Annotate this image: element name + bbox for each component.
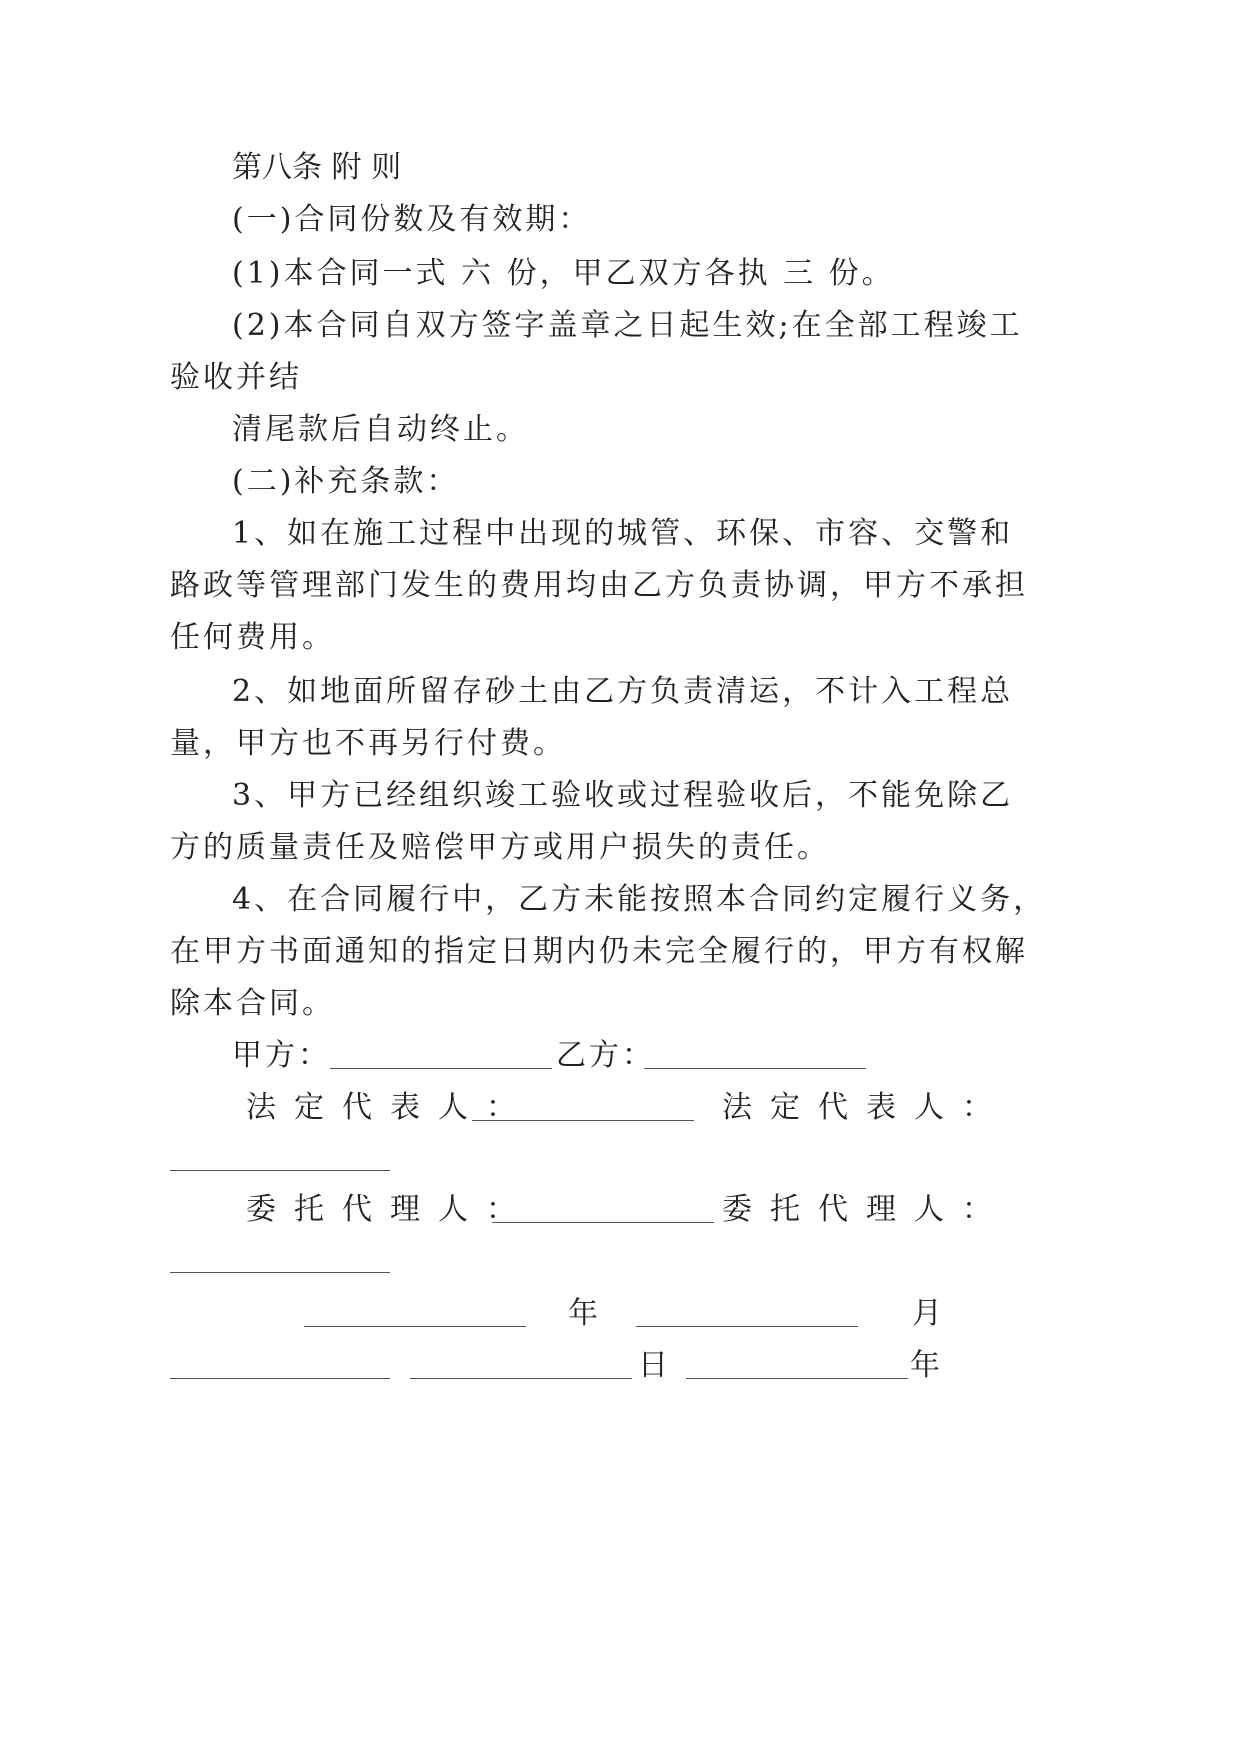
legal-rep-b-blank [170, 1170, 390, 1171]
item-1-line-2: 路政等管理部门发生的费用均由乙方负责协调，甲方不承担 [170, 568, 1028, 603]
date-2-year-label: 年 [910, 1348, 940, 1383]
item-1-line-1: 1、如在施工过程中出现的城管、环保、市容、交警和 [232, 516, 1014, 551]
date-1-year-label: 年 [568, 1296, 598, 1331]
party-a-blank [330, 1068, 552, 1069]
date-1-month-label: 月 [912, 1296, 942, 1331]
legal-rep-b-label: 法定代表人： [722, 1090, 1010, 1125]
clause-1-2-line-2: 验收并结 [170, 360, 302, 395]
section-2-heading: (二)补充条款： [232, 464, 460, 499]
date-1-day-label: 日 [638, 1348, 668, 1383]
section-1-heading: (一)合同份数及有效期： [232, 202, 592, 237]
item-4-line-2: 在甲方书面通知的指定日期内仍未完全履行的，甲方有权解 [170, 934, 1028, 969]
date-1-day-blank-b [410, 1378, 632, 1379]
item-3-line-2: 方的质量责任及赔偿甲方或用户损失的责任。 [170, 830, 830, 865]
clause-1-1: (1)本合同一式 六 份，甲乙双方各执 三 份。 [232, 256, 895, 291]
party-b-blank [644, 1068, 866, 1069]
article-heading: 第八条 附 则 [232, 150, 402, 185]
item-4-line-1: 4、在合同履行中，乙方未能按照本合同约定履行义务， [232, 882, 1047, 917]
agent-b-blank [170, 1272, 390, 1273]
item-3-line-1: 3、甲方已经组织竣工验收或过程验收后，不能免除乙 [232, 778, 1014, 813]
date-1-day-blank-a [170, 1378, 390, 1379]
item-2-line-1: 2、如地面所留存砂土由乙方负责清运，不计入工程总 [232, 674, 1014, 709]
agent-b-label: 委托代理人： [722, 1192, 1010, 1227]
party-b-label: 乙方： [556, 1038, 655, 1073]
clause-1-2-line-1: (2)本合同自双方签字盖章之日起生效;在全部工程竣工 [232, 308, 1023, 343]
date-1-year-blank [304, 1326, 526, 1327]
clause-1-2-line-3: 清尾款后自动终止。 [232, 412, 529, 447]
party-a-label: 甲方： [232, 1038, 331, 1073]
legal-rep-a-label: 法定代表人： [246, 1090, 534, 1125]
item-2-line-2: 量，甲方也不再另行付费。 [170, 726, 566, 761]
item-4-line-3: 除本合同。 [170, 986, 335, 1021]
item-1-line-3: 任何费用。 [170, 620, 335, 655]
agent-a-blank [492, 1222, 714, 1223]
legal-rep-a-blank [472, 1120, 694, 1121]
date-2-year-blank [686, 1378, 908, 1379]
agent-a-label: 委托代理人： [246, 1192, 534, 1227]
date-1-month-blank [636, 1326, 858, 1327]
